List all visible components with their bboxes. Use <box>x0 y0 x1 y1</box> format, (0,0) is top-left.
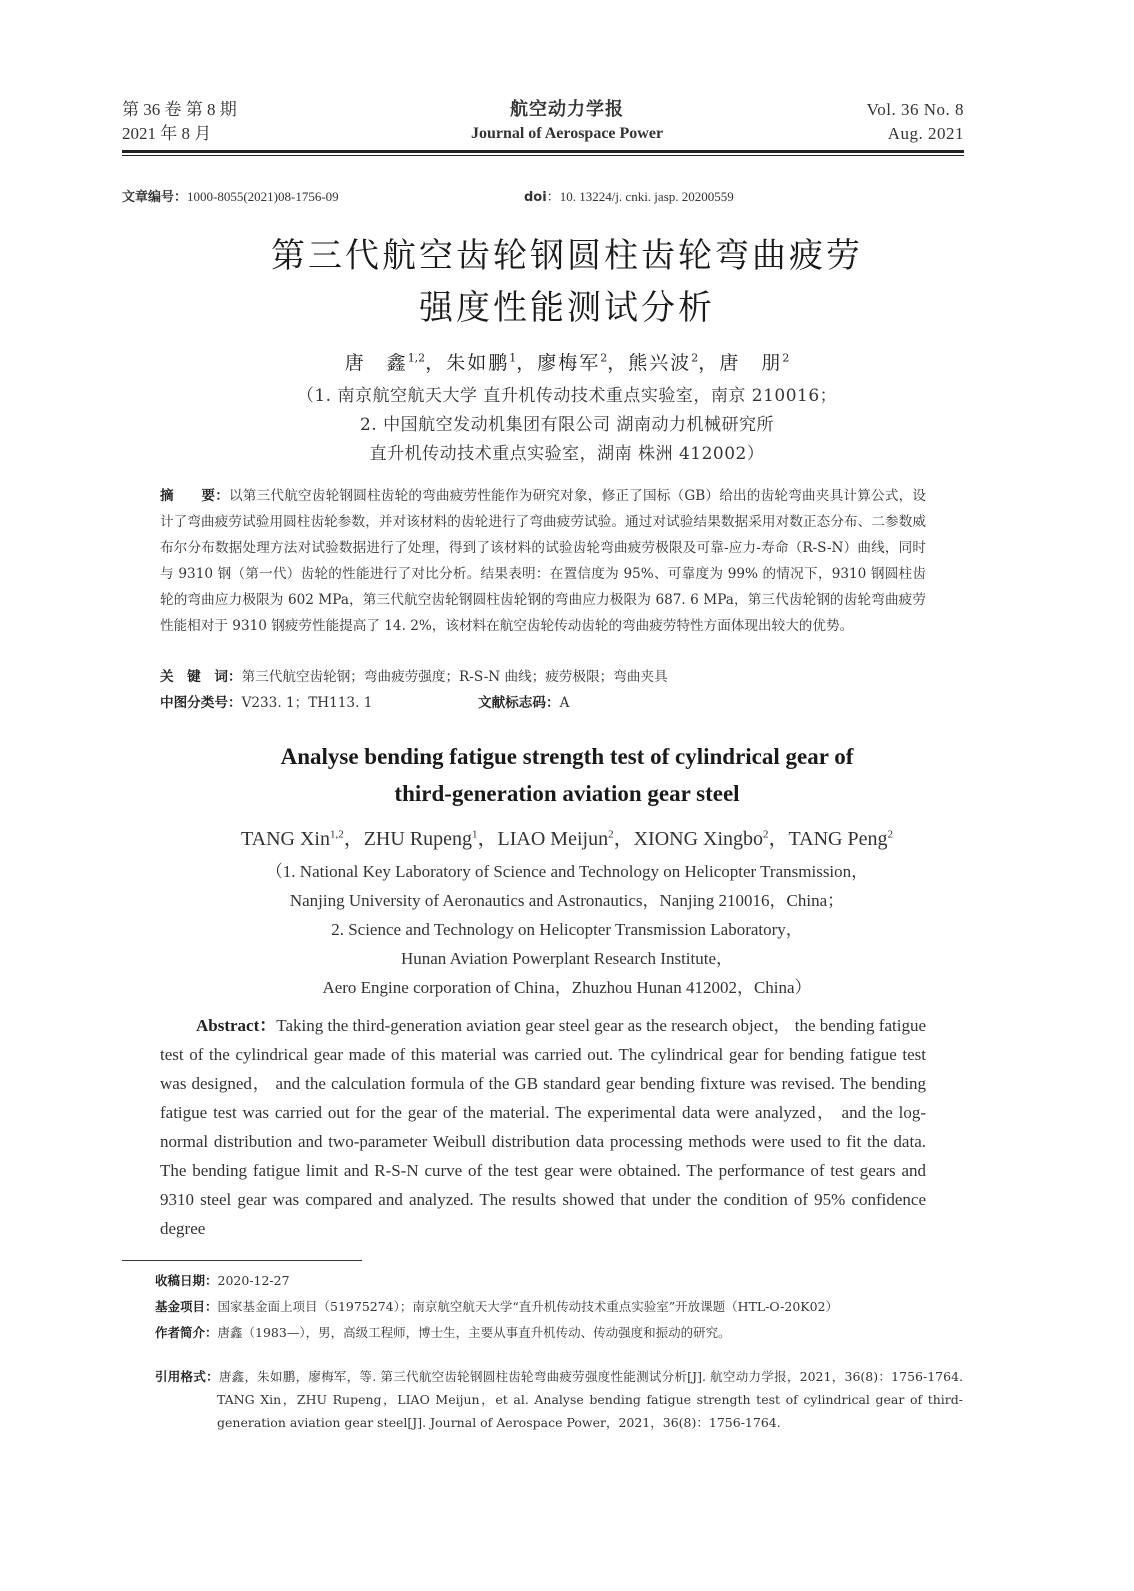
article-number <box>122 186 339 205</box>
affiliation-cn-2: 2. 中国航空发动机集团有限公司 湖南动力机械研究所 <box>359 415 775 435</box>
author-sup: 2 <box>887 828 893 841</box>
document-code <box>478 691 569 711</box>
abstract-cn-text: 以第三代航空齿轮钢圆柱齿轮的弯曲疲劳性能作为研究对象，修正了国标（GB）给出的齿轮弯曲夹具计算公式，设计了弯曲疲劳试验用圆柱齿轮参数，并对该材料的齿轮进行了弯曲疲劳试验。通过对试验结果数据采用对数正态分布、二参数威布尔分布数据处理方法对试验数据进行了处理，得到了该材料的试验齿轮弯曲疲劳极限及可靠-应力-寿命（R-S-N）曲线，同时与 9310 钢（第一代）齿轮的性能进行了对比分析。结果表明：在置信度为 95%、可靠度为 99% 的情况下，9310 钢圆柱齿轮的弯曲应力极限为 602 MPa，第三代航空齿轮钢圆柱齿轮钢的弯曲应力极限为 687. 6 MPa，第三代齿轮钢的齿轮弯曲疲劳性能相对于 9310 钢疲劳性能提高了 14. 2%，该材料在航空齿轮传动齿轮的弯曲疲劳特性方面体现出较大的优势。 <box>160 488 926 634</box>
abstract-cn <box>160 483 926 639</box>
date-cn: 2021 年 8 月 <box>122 124 212 143</box>
footnote-received <box>155 1271 290 1291</box>
doi-value: ：10. 13224/j. cnki. jasp. 20200559 <box>546 189 734 204</box>
article-number-value: 1000-8055(2021)08-1756-09 <box>187 189 339 204</box>
author-cn: 熊兴波 <box>628 352 692 374</box>
author-en: TANG Xin <box>241 828 330 850</box>
footnote-author-bio <box>155 1323 731 1343</box>
doi <box>524 186 734 205</box>
footnote-rule <box>122 1260 362 1261</box>
classification <box>160 691 372 711</box>
author-sup: 2 <box>608 828 614 841</box>
article-number-label: 文章编号： <box>122 190 188 205</box>
authors-cn: 唐 鑫$^{1,2}$，朱如鹏$^1$，廖梅军$^2$，熊兴波$^2$，唐 朋$^2$ <box>344 351 790 374</box>
abstract-cn-label: 摘 要： <box>160 488 229 504</box>
author-en: ZHU Rupeng <box>363 828 473 850</box>
author-sup: 2 <box>691 351 699 365</box>
title-en-line2: third-generation aviation gear steel <box>394 781 740 806</box>
footnote-fund <box>155 1297 838 1317</box>
affiliation-en-1: （1. National Key Laboratory of Science and Technology on Helicopter Transmission， <box>265 862 869 881</box>
date-en: Aug. 2021 <box>887 124 964 143</box>
author-cn: 唐 朋 <box>719 352 783 374</box>
header-rule-thick <box>122 150 964 153</box>
citation <box>155 1365 963 1434</box>
author-sup: 2 <box>763 828 769 841</box>
author-sup: 1,2 <box>329 828 344 841</box>
citation-label: 引用格式： <box>155 1369 219 1384</box>
classification-label: 中图分类号： <box>160 695 242 711</box>
title-cn-line1: 第三代航空齿轮钢圆柱齿轮弯曲疲劳 <box>271 236 863 276</box>
affiliation-cn-3: 直升机传动技术重点实验室，湖南 株洲 412002） <box>369 444 765 464</box>
author-bio-value: 唐鑫（1983—），男，高级工程师，博士生，主要从事直升机传动、传动强度和振动的研究。 <box>217 1325 731 1340</box>
title-en-line1: Analyse bending fatigue strength test of cylindrical gear of <box>280 744 854 769</box>
keywords-cn-label: 关 键 词： <box>160 669 242 685</box>
document-code-value: A <box>559 695 570 711</box>
affiliation-en-4: Hunan Aviation Powerplant Research Institute， <box>400 949 734 968</box>
author-sup: 1 <box>472 828 478 841</box>
abstract-en-text: Taking the third-generation aviation gear steel gear as the research object， the bending fatigue test of the cylindrical gear made of this material was carried out. The cylindrical gear for bending fatigue test was designed， and the calculation formula of the GB standard gear bending fixture was revised. The bending fatigue test was carried out for the gear of the material. The experimental data were analyzed， and the log-normal distribution and two-parameter Weibull distribution data processing methods were used to fit the data. The bending fatigue limit and R-S-N curve of the test gear were obtained. The performance of test gears and 9310 steel gear was compared and analyzed. The results showed that under the condition of 95% confidence degree <box>160 1016 927 1238</box>
title-cn-line2: 强度性能测试分析 <box>419 288 715 328</box>
abstract-en-label: Abstract： <box>196 1016 277 1035</box>
keywords-cn <box>160 665 668 685</box>
fund-value: 国家基金面上项目（51975274）；南京航空航天大学“直升机传动技术重点实验室”开放课题（HTL-O-20K02） <box>217 1299 839 1314</box>
keywords-cn-text: 第三代航空齿轮钢；弯曲疲劳强度；R-S-N 曲线；疲劳极限；弯曲夹具 <box>241 669 668 685</box>
affiliation-cn-1: （1. 南京航空航天大学 直升机传动技术重点实验室，南京 210016； <box>296 386 838 406</box>
journal-name-cn: 航空动力学报 <box>510 99 624 120</box>
journal-name-en: Journal of Aerospace Power <box>470 125 664 142</box>
volume-issue-en: Vol. 36 No. 8 <box>866 100 964 119</box>
received-value: 2020-12-27 <box>217 1273 290 1288</box>
received-label: 收稿日期： <box>155 1273 218 1288</box>
header-rule-thin <box>122 155 964 156</box>
authors-en: TANG Xin$^{1,2}$，ZHU Rupeng$^1$，LIAO Meijun$^2$，XIONG Xingbo$^2$，TANG Peng$^2$ <box>241 828 893 850</box>
author-sup: 1 <box>509 351 517 365</box>
volume-issue-cn: 第 36 卷 第 8 期 <box>122 100 237 119</box>
affiliation-en-5: Aero Engine corporation of China，Zhuzhou Hunan 412002，China） <box>322 978 812 997</box>
author-sup: 2 <box>600 351 608 365</box>
affiliation-en-3: 2. Science and Technology on Helicopter Transmission Laboratory， <box>331 920 803 939</box>
abstract-en <box>160 1011 926 1243</box>
doi-label: doi <box>524 190 547 205</box>
author-en: TANG Peng <box>788 828 888 850</box>
author-sup: 2 <box>782 351 790 365</box>
document-code-label: 文献标志码： <box>478 695 560 711</box>
author-bio-label: 作者简介： <box>155 1325 218 1340</box>
author-en: LIAO Meijun <box>497 828 609 850</box>
fund-label: 基金项目： <box>155 1299 218 1314</box>
author-sup: 1,2 <box>407 351 426 365</box>
author-en: XIONG Xingbo <box>633 828 764 850</box>
author-cn: 唐 鑫 <box>344 352 408 374</box>
author-cn: 朱如鹏 <box>446 352 510 374</box>
author-cn: 廖梅军 <box>537 352 601 374</box>
affiliation-en-2: Nanjing University of Aeronautics and Astronautics，Nanjing 210016，China； <box>289 891 845 910</box>
classification-value: V233. 1；TH113. 1 <box>241 695 373 711</box>
citation-text: 唐鑫，朱如鹏，廖梅军，等. 第三代航空齿轮钢圆柱齿轮弯曲疲劳强度性能测试分析[J]. 航空动力学报，2021，36(8)：1756-1764. TANG Xin，ZHU Rupeng，LIAO Meijun，et al. Analyse bending fatigue strength test of cylindrical gear of third-generation aviation gear steel[J]. Journal of Aerospace Power，2021，36(8)：1756-1764. <box>217 1369 963 1430</box>
issue-info-en <box>867 98 964 146</box>
